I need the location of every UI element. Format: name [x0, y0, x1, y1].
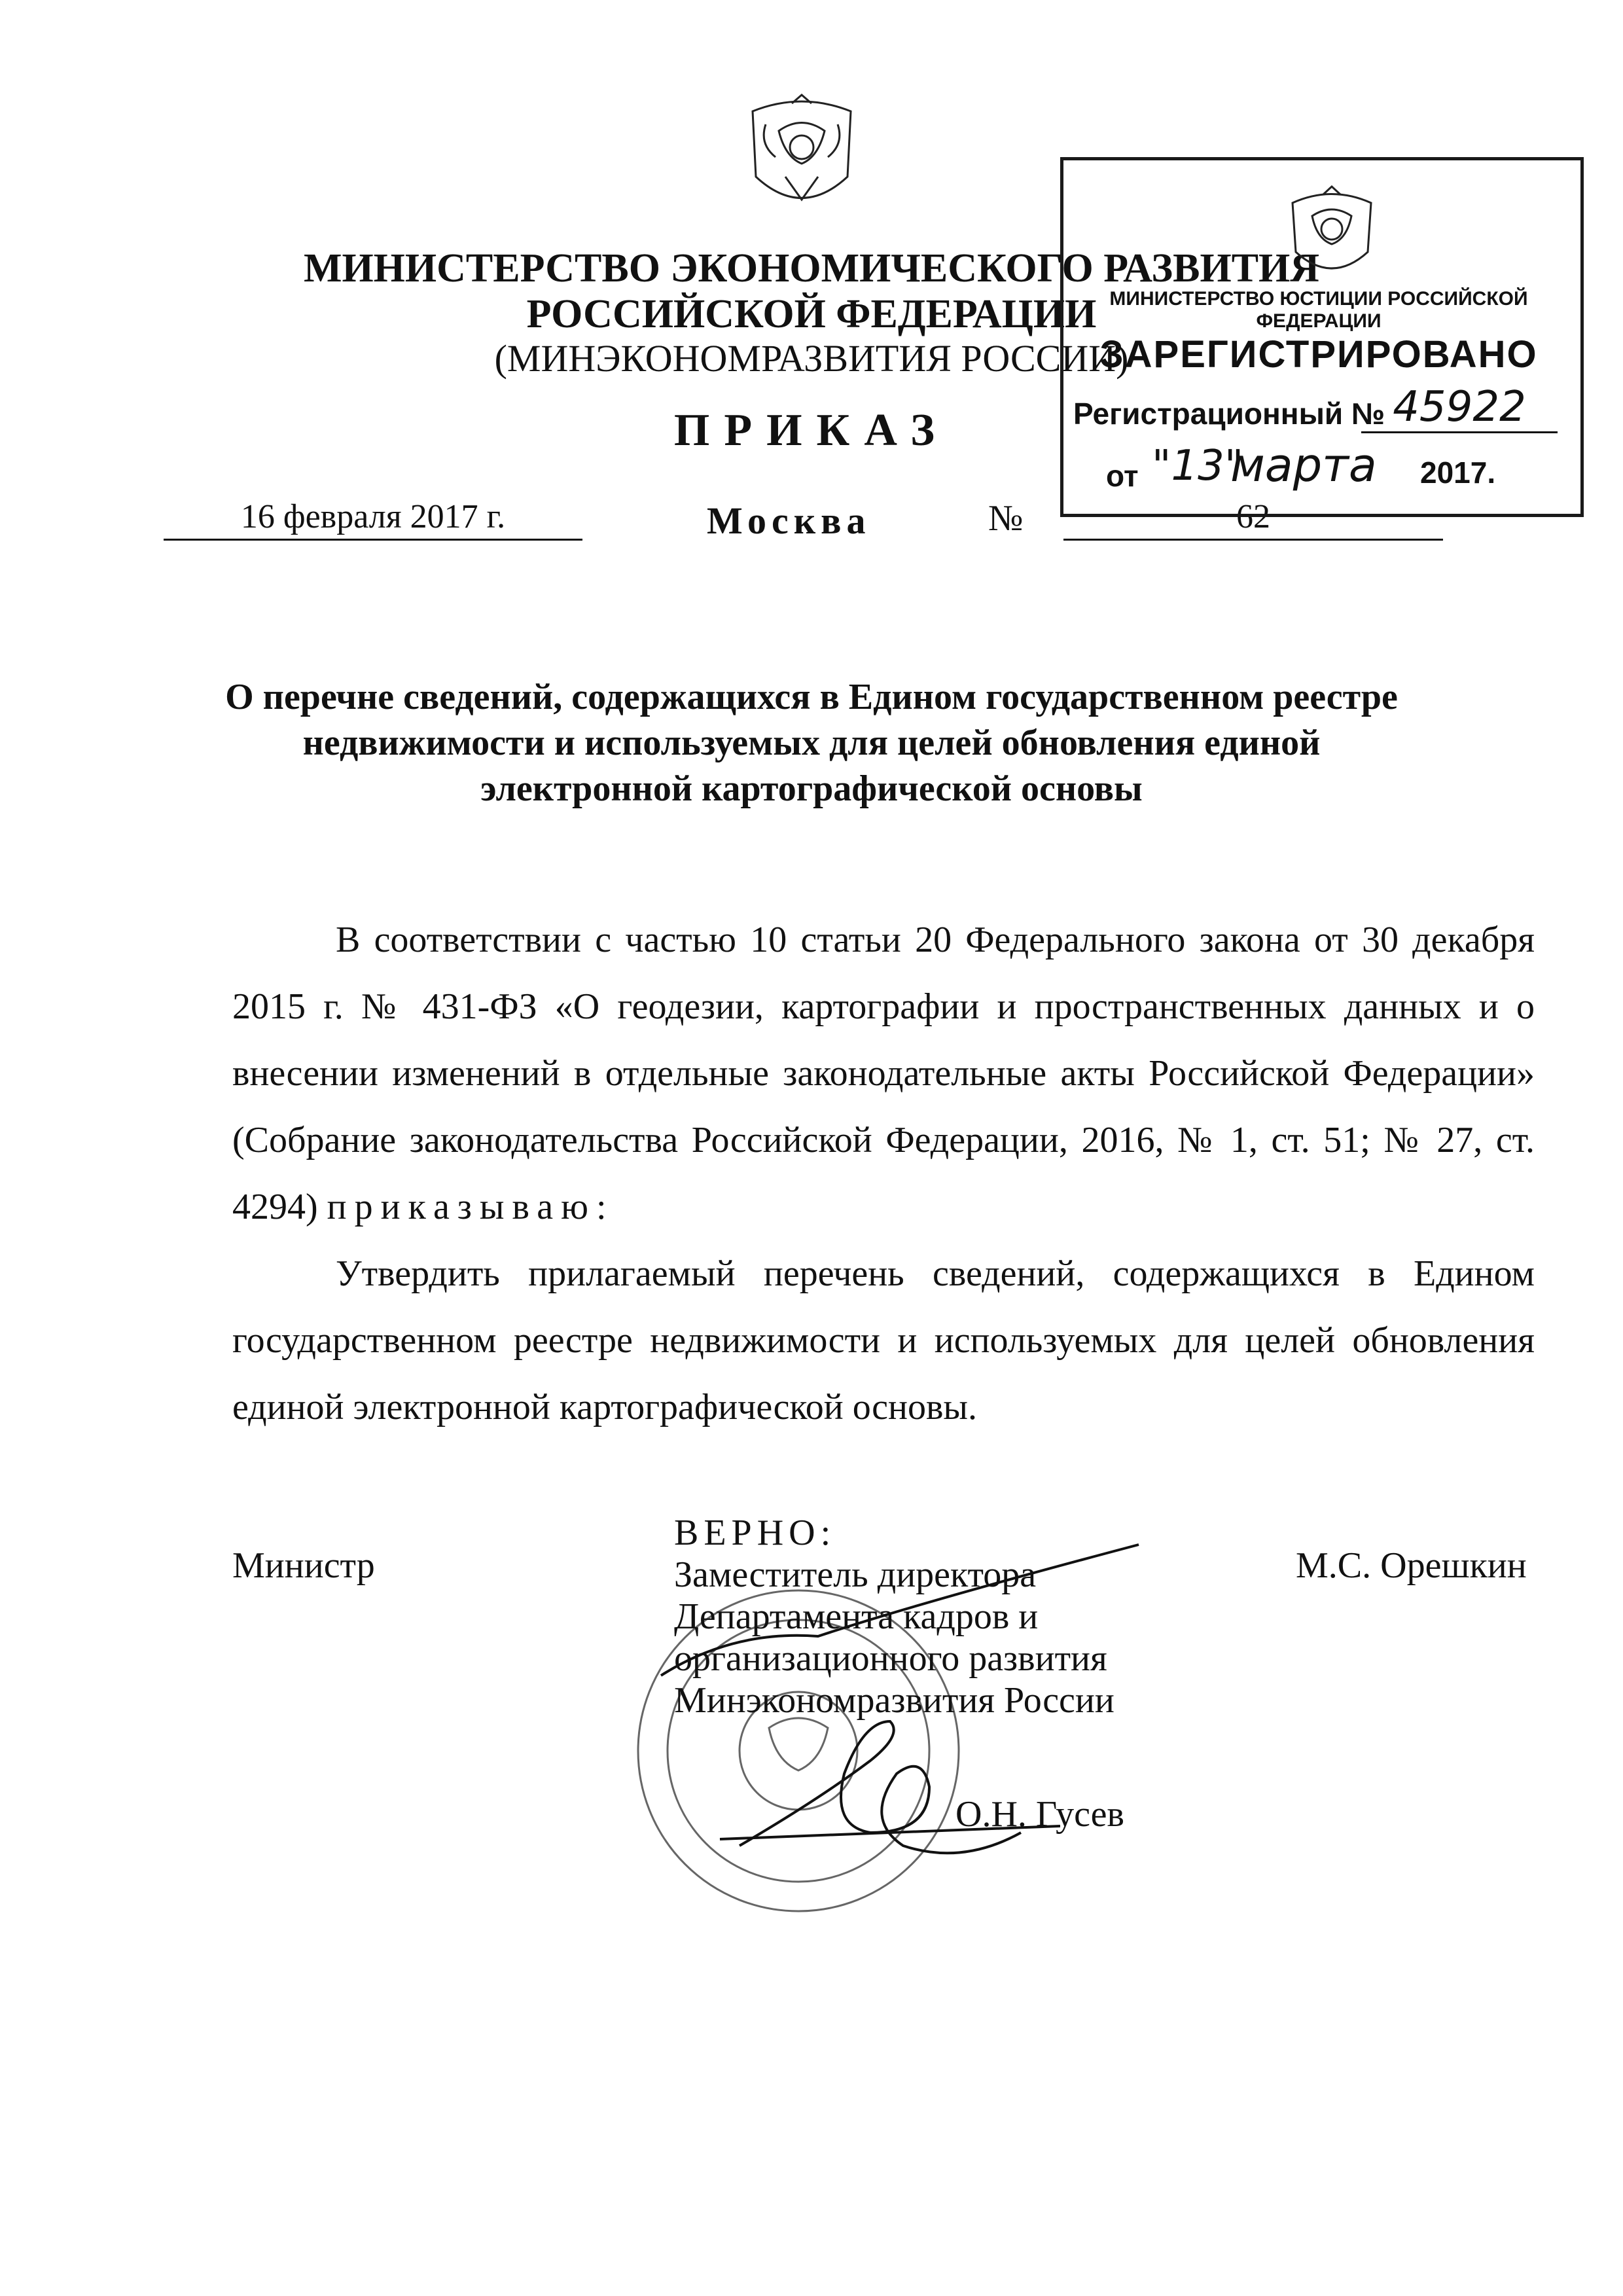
stamp-day: "13": [1152, 442, 1244, 490]
body-paragraph-1-text: В соответствии с частью 10 статьи 20 Федерального закона от 30 декабря 2015 г. № 431-ФЗ «О геодезии, картографии и пространственных данных и о внесении изменений в отдельные законодательные акты Российской Федерации» (Собрание законодательства Российской Федерации, 2016, № 1, ст. 51; № 27, ст. 4294): [232, 920, 1535, 1227]
stamp-month: марта: [1230, 439, 1377, 492]
stamp-reg-number: 45922: [1361, 383, 1558, 433]
ministry-abbreviation: (МИНЭКОНОМРАЗВИТИЯ РОССИИ): [494, 337, 1129, 380]
stamp-from-label: от: [1106, 459, 1139, 493]
coat-of-arms-icon: [740, 85, 864, 223]
document-city: Москва: [707, 499, 871, 542]
verification-line-3: организационного развития: [674, 1638, 1107, 1679]
verification-line-4: Минэкономразвития России: [674, 1680, 1115, 1721]
body-paragraph-2: Утвердить прилагаемый перечень сведений, содержащихся в Едином государственном реестре недвижимости и используемых для целей обновления единой электронной картографической основы.: [232, 1253, 1535, 1427]
signer-name: М.С. Орешкин: [1296, 1545, 1527, 1586]
verifier-name: О.Н. Гусев: [955, 1794, 1124, 1835]
ministry-name-line2: РОССИЙСКОЙ ФЕДЕРАЦИИ: [526, 292, 1097, 336]
document-type: ПРИКАЗ: [673, 405, 950, 456]
document-date: 16 февраля 2017 г.: [164, 497, 582, 541]
document-number-label: №: [988, 498, 1024, 539]
stamp-reg-label: Регистрационный №: [1073, 397, 1385, 431]
stamp-status: ЗАРЕГИСТРИРОВАНО: [1099, 333, 1538, 376]
ministry-name-line1: МИНИСТЕРСТВО ЭКОНОМИЧЕСКОГО РАЗВИТИЯ: [303, 246, 1320, 291]
verification-line-2: Департамента кадров и: [674, 1596, 1039, 1637]
order-word: приказываю:: [327, 1187, 615, 1227]
stamp-ministry: МИНИСТЕРСТВО ЮСТИЦИИ РОССИЙСКОЙ ФЕДЕРАЦИИ: [1109, 288, 1528, 332]
handwritten-signature: [654, 1525, 1165, 1892]
stamp-year: 2017.: [1420, 456, 1496, 490]
document-title: О перечне сведений, содержащихся в Едином государственном реестре недвижимости и используемых для целей обновления единой электронной картографической основы: [225, 677, 1398, 809]
verification-heading: ВЕРНО:: [674, 1513, 836, 1553]
stamp-coat-of-arms-icon: [1283, 180, 1381, 288]
verification-line-1: Заместитель директора: [674, 1554, 1037, 1595]
signer-position: Министр: [232, 1545, 375, 1586]
body-paragraph-1: [232, 906, 1535, 1240]
document-number: 62: [1063, 497, 1443, 541]
